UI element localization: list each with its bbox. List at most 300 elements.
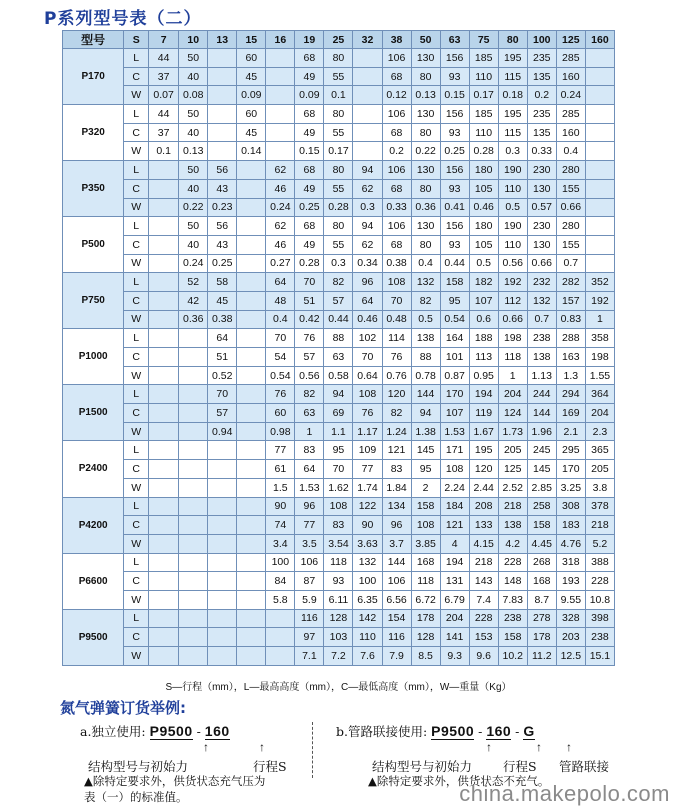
value-cell: 64 xyxy=(208,329,237,348)
example-b-dash2: - xyxy=(511,724,524,739)
value-cell: 118 xyxy=(498,348,527,367)
value-cell xyxy=(237,161,266,180)
value-cell: 74 xyxy=(266,516,295,535)
value-cell: 141 xyxy=(440,628,469,647)
model-cell: P9500 xyxy=(63,609,124,665)
value-cell: 0.38 xyxy=(208,310,237,329)
value-cell: 280 xyxy=(556,161,585,180)
value-cell: 190 xyxy=(498,161,527,180)
value-cell: 108 xyxy=(324,497,353,516)
row-type-cell: C xyxy=(124,516,149,535)
value-cell: 0.54 xyxy=(266,366,295,385)
value-cell: 144 xyxy=(527,404,556,423)
value-cell: 148 xyxy=(498,572,527,591)
value-cell xyxy=(585,86,614,105)
value-cell xyxy=(585,235,614,254)
table-row xyxy=(63,235,615,254)
value-cell: 45 xyxy=(237,123,266,142)
value-cell: 0.1 xyxy=(149,142,179,161)
value-cell: 160 xyxy=(556,123,585,142)
value-cell xyxy=(237,235,266,254)
value-cell: 107 xyxy=(440,404,469,423)
value-cell: 93 xyxy=(440,67,469,86)
value-cell: 155 xyxy=(556,179,585,198)
value-cell: 0.83 xyxy=(556,310,585,329)
value-cell: 0.44 xyxy=(324,310,353,329)
value-cell: 121 xyxy=(382,441,411,460)
value-cell: 0.6 xyxy=(469,310,498,329)
value-cell: 63 xyxy=(324,348,353,367)
value-cell: 0.5 xyxy=(411,310,440,329)
value-cell xyxy=(179,553,208,572)
value-cell: 42 xyxy=(179,291,208,310)
value-cell: 45 xyxy=(208,291,237,310)
value-cell xyxy=(353,123,382,142)
row-type-cell: W xyxy=(124,86,149,105)
value-cell: 62 xyxy=(266,161,295,180)
value-cell: 50 xyxy=(179,49,208,68)
table-row xyxy=(63,142,615,161)
value-cell: 0.46 xyxy=(353,310,382,329)
value-cell: 130 xyxy=(411,161,440,180)
column-header: 15 xyxy=(237,31,266,49)
value-cell xyxy=(585,49,614,68)
value-cell: 7.6 xyxy=(353,647,382,666)
row-type-cell: C xyxy=(124,348,149,367)
value-cell: 40 xyxy=(179,67,208,86)
column-header: 160 xyxy=(585,31,614,49)
row-type-cell: L xyxy=(124,609,149,628)
value-cell: 205 xyxy=(498,441,527,460)
value-cell: 0.14 xyxy=(237,142,266,161)
value-cell xyxy=(179,534,208,553)
table-row xyxy=(63,478,615,497)
value-cell: 114 xyxy=(382,329,411,348)
model-cell: P2400 xyxy=(63,441,124,497)
value-cell: 2.1 xyxy=(556,422,585,441)
value-cell: 130 xyxy=(527,235,556,254)
value-cell: 3.63 xyxy=(353,534,382,553)
example-a-label: a.独立使用: xyxy=(80,724,146,739)
value-cell: 68 xyxy=(295,217,324,236)
value-cell: 10.8 xyxy=(585,590,614,609)
column-header: 13 xyxy=(208,31,237,49)
value-cell xyxy=(149,366,179,385)
value-cell: 145 xyxy=(411,441,440,460)
value-cell: 108 xyxy=(440,460,469,479)
value-cell: 62 xyxy=(353,235,382,254)
value-cell: 0.44 xyxy=(440,254,469,273)
value-cell xyxy=(237,291,266,310)
model-cell: P4200 xyxy=(63,497,124,553)
value-cell: 365 xyxy=(585,441,614,460)
value-cell: 0.22 xyxy=(411,142,440,161)
value-cell: 106 xyxy=(382,217,411,236)
example-divider xyxy=(312,722,313,778)
value-cell: 398 xyxy=(585,609,614,628)
value-cell: 3.8 xyxy=(585,478,614,497)
table-row xyxy=(63,67,615,86)
value-cell: 0.2 xyxy=(382,142,411,161)
value-cell: 0.36 xyxy=(411,198,440,217)
value-cell xyxy=(208,609,237,628)
value-cell: 97 xyxy=(295,628,324,647)
value-cell: 68 xyxy=(295,105,324,124)
table-row xyxy=(63,329,615,348)
value-cell: 157 xyxy=(556,291,585,310)
value-cell xyxy=(237,217,266,236)
row-type-cell: C xyxy=(124,404,149,423)
value-cell: 0.15 xyxy=(440,86,469,105)
example-a-line xyxy=(80,722,230,740)
value-cell xyxy=(179,366,208,385)
value-cell xyxy=(237,404,266,423)
value-cell: 0.5 xyxy=(498,198,527,217)
watermark: china.makepolo.com xyxy=(459,781,670,806)
value-cell xyxy=(237,385,266,404)
value-cell: 1.17 xyxy=(353,422,382,441)
value-cell: 77 xyxy=(295,516,324,535)
value-cell: 108 xyxy=(411,516,440,535)
value-cell xyxy=(149,310,179,329)
value-cell: 158 xyxy=(440,273,469,292)
value-cell: 0.33 xyxy=(382,198,411,217)
value-cell: 1.1 xyxy=(324,422,353,441)
example-a-caption-model: 结构型号与初始力 xyxy=(88,759,189,774)
value-cell: 68 xyxy=(295,49,324,68)
value-cell: 110 xyxy=(498,179,527,198)
value-cell: 68 xyxy=(295,161,324,180)
value-cell: 134 xyxy=(382,497,411,516)
value-cell: 0.4 xyxy=(556,142,585,161)
value-cell xyxy=(149,217,179,236)
value-cell: 87 xyxy=(295,572,324,591)
example-a-stroke-code: 160 xyxy=(204,723,230,739)
value-cell: 168 xyxy=(411,553,440,572)
value-cell: 185 xyxy=(469,49,498,68)
value-cell: 118 xyxy=(324,553,353,572)
value-cell: 62 xyxy=(266,217,295,236)
value-cell: 135 xyxy=(527,123,556,142)
value-cell: 180 xyxy=(469,161,498,180)
example-a-note-line1: ▲除特定要求外，供货状态充气压为 xyxy=(84,774,266,788)
value-cell xyxy=(266,67,295,86)
value-cell xyxy=(585,123,614,142)
table-row xyxy=(63,49,615,68)
value-cell xyxy=(266,49,295,68)
value-cell: 238 xyxy=(498,609,527,628)
value-cell: 130 xyxy=(411,105,440,124)
value-cell: 192 xyxy=(498,273,527,292)
value-cell: 80 xyxy=(411,235,440,254)
value-cell xyxy=(149,553,179,572)
value-cell: 2 xyxy=(411,478,440,497)
value-cell: 55 xyxy=(324,123,353,142)
value-cell: 169 xyxy=(556,404,585,423)
value-cell: 80 xyxy=(411,123,440,142)
value-cell xyxy=(353,49,382,68)
column-header: 32 xyxy=(353,31,382,49)
value-cell xyxy=(149,609,179,628)
value-cell: 61 xyxy=(266,460,295,479)
example-b-suffix-arrow-icon: ↑ xyxy=(566,740,572,754)
table-legend: S—行程（mm），L—最高高度（mm），C—最低高度（mm），W—重量（Kg） xyxy=(165,682,512,693)
row-type-cell: C xyxy=(124,572,149,591)
value-cell: 168 xyxy=(527,572,556,591)
value-cell: 1.5 xyxy=(266,478,295,497)
row-type-cell: L xyxy=(124,105,149,124)
value-cell: 83 xyxy=(324,516,353,535)
value-cell xyxy=(179,329,208,348)
example-b-label: b.管路联接使用: xyxy=(336,724,428,739)
value-cell xyxy=(208,647,237,666)
value-cell: 4.15 xyxy=(469,534,498,553)
value-cell xyxy=(266,123,295,142)
value-cell: 0.25 xyxy=(440,142,469,161)
value-cell: 76 xyxy=(382,348,411,367)
value-cell: 7.2 xyxy=(324,647,353,666)
example-a-note-line2: 表（一）的标准值。 xyxy=(84,790,188,804)
row-type-cell: C xyxy=(124,235,149,254)
value-cell: 80 xyxy=(324,161,353,180)
value-cell: 0.95 xyxy=(469,366,498,385)
value-cell: 57 xyxy=(324,291,353,310)
column-header: 38 xyxy=(382,31,411,49)
value-cell: 0.1 xyxy=(324,86,353,105)
value-cell: 1 xyxy=(498,366,527,385)
value-cell xyxy=(208,86,237,105)
value-cell: 285 xyxy=(556,105,585,124)
value-cell: 193 xyxy=(556,572,585,591)
value-cell: 0.7 xyxy=(527,310,556,329)
value-cell: 171 xyxy=(440,441,469,460)
value-cell: 118 xyxy=(411,572,440,591)
value-cell xyxy=(149,273,179,292)
value-cell xyxy=(585,105,614,124)
value-cell xyxy=(179,516,208,535)
value-cell xyxy=(237,273,266,292)
value-cell xyxy=(237,628,266,647)
example-b-stroke-code: 160 xyxy=(486,723,512,739)
value-cell: 195 xyxy=(498,105,527,124)
value-cell: 238 xyxy=(585,628,614,647)
value-cell: 208 xyxy=(469,497,498,516)
value-cell: 133 xyxy=(469,516,498,535)
example-a-model-code: P9500 xyxy=(149,723,193,739)
value-cell: 96 xyxy=(382,516,411,535)
table-row xyxy=(63,572,615,591)
value-cell: 2.44 xyxy=(469,478,498,497)
value-cell: 308 xyxy=(556,497,585,516)
column-header: 50 xyxy=(411,31,440,49)
value-cell xyxy=(149,590,179,609)
table-row xyxy=(63,460,615,479)
value-cell: 68 xyxy=(382,67,411,86)
value-cell xyxy=(266,142,295,161)
value-cell: 4.76 xyxy=(556,534,585,553)
value-cell xyxy=(149,198,179,217)
row-type-cell: W xyxy=(124,534,149,553)
value-cell: 156 xyxy=(440,49,469,68)
value-cell: 258 xyxy=(527,497,556,516)
value-cell: 5.9 xyxy=(295,590,324,609)
value-cell: 230 xyxy=(527,161,556,180)
value-cell: 120 xyxy=(469,460,498,479)
value-cell: 0.17 xyxy=(469,86,498,105)
row-type-cell: W xyxy=(124,198,149,217)
value-cell: 138 xyxy=(498,516,527,535)
value-cell: 160 xyxy=(556,67,585,86)
value-cell: 57 xyxy=(295,348,324,367)
value-cell: 228 xyxy=(469,609,498,628)
value-cell xyxy=(149,572,179,591)
value-cell: 153 xyxy=(469,628,498,647)
value-cell: 378 xyxy=(585,497,614,516)
value-cell: 112 xyxy=(498,291,527,310)
column-header: 80 xyxy=(498,31,527,49)
value-cell xyxy=(237,534,266,553)
table-row xyxy=(63,404,615,423)
value-cell: 158 xyxy=(527,516,556,535)
value-cell: 121 xyxy=(440,516,469,535)
value-cell: 83 xyxy=(382,460,411,479)
value-cell xyxy=(208,628,237,647)
value-cell: 0.58 xyxy=(324,366,353,385)
value-cell: 93 xyxy=(324,572,353,591)
value-cell: 56 xyxy=(208,217,237,236)
value-cell: 10.2 xyxy=(498,647,527,666)
value-cell xyxy=(179,497,208,516)
table-row xyxy=(63,647,615,666)
row-type-cell: L xyxy=(124,385,149,404)
value-cell: 1.13 xyxy=(527,366,556,385)
value-cell: 90 xyxy=(353,516,382,535)
value-cell: 96 xyxy=(353,273,382,292)
value-cell xyxy=(179,422,208,441)
value-cell: 128 xyxy=(411,628,440,647)
value-cell: 164 xyxy=(440,329,469,348)
value-cell xyxy=(149,235,179,254)
value-cell: 158 xyxy=(498,628,527,647)
value-cell: 108 xyxy=(382,273,411,292)
value-cell xyxy=(208,516,237,535)
example-a-stroke-arrow-icon: ↑ xyxy=(259,740,265,754)
value-cell xyxy=(208,460,237,479)
value-cell: 110 xyxy=(469,123,498,142)
value-cell: 0.34 xyxy=(353,254,382,273)
value-cell xyxy=(179,441,208,460)
row-type-cell: L xyxy=(124,497,149,516)
value-cell: 195 xyxy=(498,49,527,68)
value-cell: 4 xyxy=(440,534,469,553)
value-cell xyxy=(266,647,295,666)
row-type-cell: W xyxy=(124,422,149,441)
value-cell: 77 xyxy=(353,460,382,479)
value-cell: 80 xyxy=(324,105,353,124)
example-b-dash1: - xyxy=(474,724,487,739)
value-cell xyxy=(237,422,266,441)
value-cell: 55 xyxy=(324,235,353,254)
value-cell: 95 xyxy=(324,441,353,460)
value-cell xyxy=(237,329,266,348)
table-row xyxy=(63,254,615,273)
value-cell xyxy=(208,105,237,124)
value-cell: 49 xyxy=(295,123,324,142)
value-cell: 178 xyxy=(411,609,440,628)
table-row xyxy=(63,273,615,292)
value-cell: 43 xyxy=(208,235,237,254)
value-cell: 110 xyxy=(353,628,382,647)
value-cell: 0.08 xyxy=(179,86,208,105)
value-cell xyxy=(585,254,614,273)
value-cell xyxy=(149,628,179,647)
example-b-note-line1: ▲除特定要求外，供货状态不充气。 xyxy=(368,774,550,788)
value-cell: 50 xyxy=(179,161,208,180)
value-cell: 295 xyxy=(556,441,585,460)
value-cell: 1.62 xyxy=(324,478,353,497)
value-cell: 60 xyxy=(237,49,266,68)
value-cell: 70 xyxy=(208,385,237,404)
row-type-cell: C xyxy=(124,291,149,310)
value-cell: 115 xyxy=(498,67,527,86)
value-cell: 7.9 xyxy=(382,647,411,666)
table-row xyxy=(63,291,615,310)
table-row xyxy=(63,609,615,628)
table-row xyxy=(63,198,615,217)
value-cell: 7.83 xyxy=(498,590,527,609)
value-cell: 228 xyxy=(585,572,614,591)
column-header: 10 xyxy=(179,31,208,49)
value-cell: 328 xyxy=(556,609,585,628)
value-cell xyxy=(208,478,237,497)
value-cell xyxy=(237,516,266,535)
value-cell: 96 xyxy=(295,497,324,516)
value-cell: 57 xyxy=(208,404,237,423)
model-cell: P500 xyxy=(63,217,124,273)
value-cell: 6.35 xyxy=(353,590,382,609)
value-cell: 82 xyxy=(324,273,353,292)
value-cell: 55 xyxy=(324,179,353,198)
value-cell: 0.3 xyxy=(498,142,527,161)
value-cell: 82 xyxy=(411,291,440,310)
value-cell: 120 xyxy=(382,385,411,404)
column-header: 100 xyxy=(527,31,556,49)
value-cell: 232 xyxy=(527,273,556,292)
value-cell: 1.3 xyxy=(556,366,585,385)
value-cell: 192 xyxy=(585,291,614,310)
value-cell: 55 xyxy=(324,67,353,86)
value-cell: 82 xyxy=(382,404,411,423)
value-cell: 0.22 xyxy=(179,198,208,217)
value-cell: 93 xyxy=(440,235,469,254)
value-cell: 156 xyxy=(440,161,469,180)
value-cell xyxy=(149,441,179,460)
value-cell: 64 xyxy=(266,273,295,292)
value-cell: 7.1 xyxy=(295,647,324,666)
row-type-cell: L xyxy=(124,49,149,68)
value-cell: 155 xyxy=(556,235,585,254)
value-cell: 125 xyxy=(498,460,527,479)
value-cell: 7.4 xyxy=(469,590,498,609)
model-cell: P1500 xyxy=(63,385,124,441)
value-cell xyxy=(237,348,266,367)
value-cell: 0.54 xyxy=(440,310,469,329)
row-type-cell: L xyxy=(124,441,149,460)
value-cell: 0.18 xyxy=(498,86,527,105)
value-cell xyxy=(208,534,237,553)
value-cell: 0.13 xyxy=(411,86,440,105)
value-cell: 102 xyxy=(353,329,382,348)
